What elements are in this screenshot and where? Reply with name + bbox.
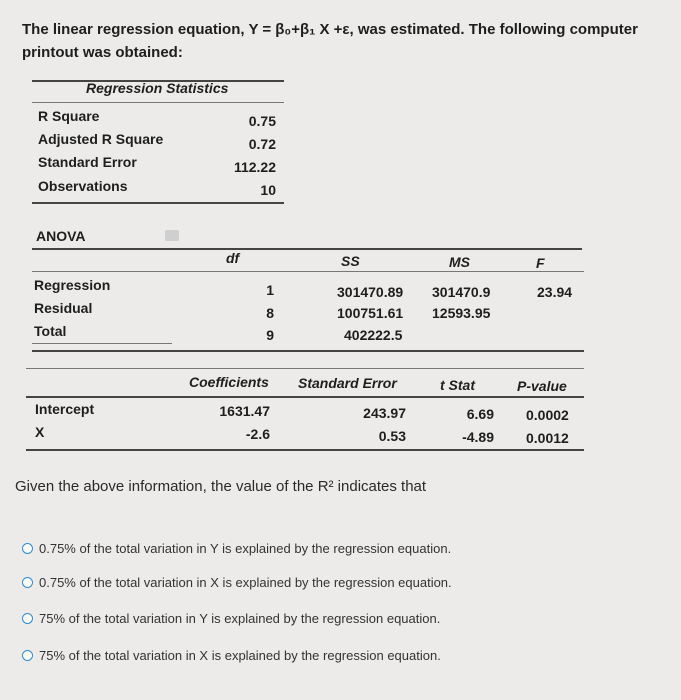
question-text: Given the above information, the value of the R² indicates that xyxy=(15,478,427,495)
coef-row-label-intercept: Intercept xyxy=(35,401,95,417)
answer-option-2-label: 0.75% of the total variation in X is explained by the regression equation. xyxy=(39,575,452,590)
radio-button-icon[interactable] xyxy=(22,543,33,554)
anova-total-df: 9 xyxy=(266,327,274,343)
coef-x-standard-error: 0.53 xyxy=(378,428,406,444)
anova-residual-ms: 12593.95 xyxy=(432,305,491,321)
anova-header-ss: SS xyxy=(341,253,360,269)
coef-x-p-value: 0.0012 xyxy=(526,430,569,446)
radio-button-icon[interactable] xyxy=(22,577,33,588)
anova-regression-ss: 301470.89 xyxy=(337,284,404,300)
anova-top-rule xyxy=(32,248,582,250)
coef-header-p-value: P-value xyxy=(517,378,567,394)
anova-title: ANOVA xyxy=(36,228,86,244)
coef-row-label-x: X xyxy=(35,424,45,440)
coef-intercept-p-value: 0.0002 xyxy=(526,407,569,423)
anova-regression-ms: 301470.9 xyxy=(432,284,491,300)
anova-header-f: F xyxy=(536,255,545,271)
anova-header-rule xyxy=(32,271,584,272)
coef-intercept-t-stat: 6.69 xyxy=(466,406,494,422)
anova-residual-df: 8 xyxy=(266,305,274,321)
anova-row-label-total: Total xyxy=(34,323,67,339)
coef-intercept-coefficient: 1631.47 xyxy=(219,403,270,419)
coef-bottom-rule xyxy=(26,449,584,451)
anova-header-df: df xyxy=(226,250,240,266)
anova-row-label-residual: Residual xyxy=(34,300,93,316)
radio-button-icon[interactable] xyxy=(22,613,33,624)
coef-x-coefficient: -2.6 xyxy=(245,426,270,442)
coef-header-t-stat: t Stat xyxy=(440,377,475,393)
radio-button-icon[interactable] xyxy=(22,650,33,661)
coef-intercept-standard-error: 243.97 xyxy=(363,405,406,421)
anova-regression-df: 1 xyxy=(266,282,274,298)
table-icon xyxy=(165,230,179,241)
stat-label-standard-error: Standard Error xyxy=(38,154,137,170)
stat-value-adjusted-r-square: 0.72 xyxy=(248,136,276,152)
stat-label-r-square: R Square xyxy=(38,108,100,124)
anova-regression-f: 23.94 xyxy=(537,284,573,300)
stat-value-observations: 10 xyxy=(260,182,276,198)
stat-label-adjusted-r-square: Adjusted R Square xyxy=(38,131,164,147)
stat-value-standard-error: 112.22 xyxy=(233,159,276,175)
anova-bottom-rule xyxy=(32,350,584,352)
stat-label-observations: Observations xyxy=(38,178,128,194)
answer-option-1-label: 0.75% of the total variation in Y is explained by the regression equation. xyxy=(39,541,452,556)
regression-stats-header-rule xyxy=(32,102,284,103)
coef-header-rule xyxy=(26,396,584,398)
answer-option-3-label: 75% of the total variation in Y is explained by the regression equation. xyxy=(39,611,441,626)
anova-total-rule xyxy=(32,343,172,344)
anova-residual-ss: 100751.61 xyxy=(337,305,404,321)
answer-option-3[interactable] xyxy=(22,611,440,626)
anova-row-label-regression: Regression xyxy=(34,277,111,293)
anova-total-ss: 402222.5 xyxy=(344,327,403,343)
anova-header-ms: MS xyxy=(449,254,470,270)
coef-header-coefficients: Coefficients xyxy=(189,374,269,390)
stat-value-r-square: 0.75 xyxy=(248,113,276,129)
regression-stats-bottom-rule xyxy=(32,202,284,204)
regression-stats-title: Regression Statistics xyxy=(86,80,229,96)
answer-option-4-label: 75% of the total variation in X is explained by the regression equation. xyxy=(39,648,441,663)
answer-option-1[interactable] xyxy=(22,541,451,556)
answer-option-4[interactable] xyxy=(22,648,441,663)
coef-top-rule xyxy=(26,368,584,369)
coef-x-t-stat: -4.89 xyxy=(462,429,494,445)
intro-text: The linear regression equation, Y = β₀+β₁ X +ε, was estimated. The following computer printout was obtained: xyxy=(22,21,638,61)
coef-header-standard-error: Standard Error xyxy=(298,375,397,391)
answer-option-2[interactable] xyxy=(22,575,452,590)
